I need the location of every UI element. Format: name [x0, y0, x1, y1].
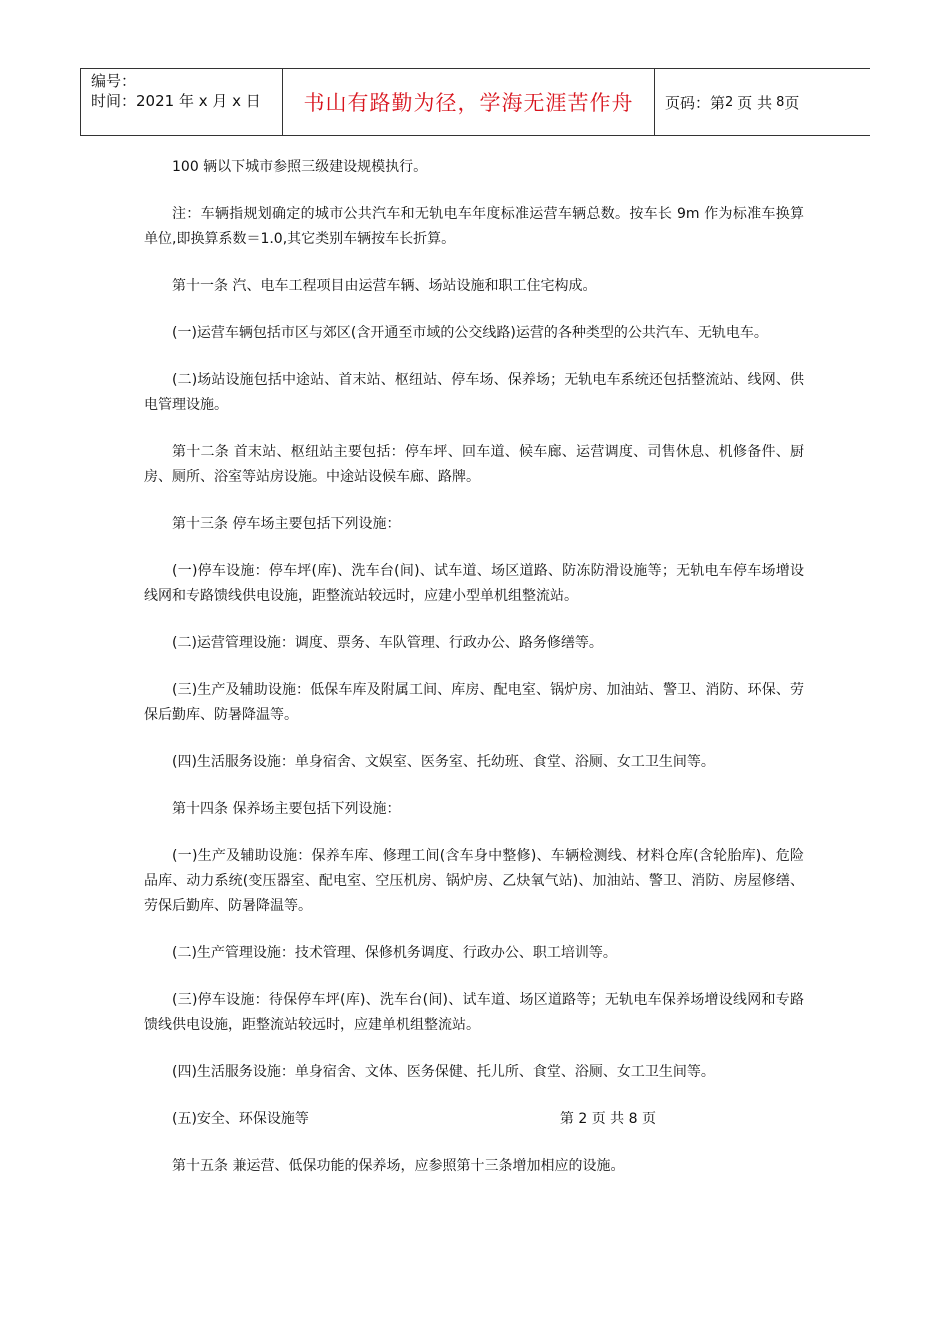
document-date-label: 时间：2021 年 x 月 x 日: [91, 92, 261, 110]
document-header: [80, 68, 870, 136]
document-body: [144, 155, 804, 1201]
paragraph: 第十四条 保养场主要包括下列设施：: [172, 801, 401, 817]
header-meta-cell: [81, 69, 283, 135]
page-prefix: 页码：第: [665, 93, 726, 112]
paragraph: 第十五条 兼运营、低保功能的保养场，应参照第十三条增加相应的设施。: [172, 1158, 625, 1174]
page-suffix: 页: [784, 93, 800, 112]
page-current: 2: [725, 94, 734, 110]
page-mid: 页 共: [737, 93, 773, 112]
paragraph: (二)生产管理设施：技术管理、保修机务调度、行政办公、职工培训等。: [172, 945, 617, 961]
paragraph: 第十二条 首末站、枢纽站主要包括：停车坪、回车道、候车廊、运营调度、司售休息、机修备件、厨房、厕所、浴室等站房设施。中途站设候车廊、路牌。: [144, 444, 804, 485]
paragraph: (三)生产及辅助设施：低保车库及附属工间、库房、配电室、锅炉房、加油站、警卫、消防、环保、劳保后勤库、防暑降温等。: [144, 682, 804, 723]
header-page-number: [655, 69, 870, 135]
paragraph: 第十三条 停车场主要包括下列设施：: [172, 516, 401, 532]
paragraph: (一)停车设施：停车坪(库)、洗车台(间)、试车道、场区道路、防冻防滑设施等；无轨电车停车场增设线网和专路馈线供电设施，距整流站较远时，应建小型单机组整流站。: [144, 563, 804, 604]
paragraph: 注：车辆指规划确定的城市公共汽车和无轨电车年度标准运营车辆总数。按车长 9m 作为标准车换算单位,即换算系数＝1.0,其它类别车辆按车长折算。: [144, 206, 804, 247]
paragraph: (一)生产及辅助设施：保养车库、修理工间(含车身中整修)、车辆检测线、材料仓库(含轮胎库)、危险品库、动力系统(变压器室、配电室、空压机房、锅炉房、乙炔氧气站)、加油站、警卫、消防、房屋修缮、劳保后勤库、防暑降温等。: [144, 848, 804, 914]
paragraph: (四)生活服务设施：单身宿舍、文体、医务保健、托儿所、食堂、浴厕、女工卫生间等。: [172, 1064, 715, 1080]
paragraph-with-page-footer: [144, 1107, 804, 1132]
document-number-label: 编号：: [91, 72, 137, 90]
paragraph: (二)运营管理设施：调度、票务、车队管理、行政办公、路务修缮等。: [172, 635, 603, 651]
header-motto: 书山有路勤为径，学海无涯苦作舟: [283, 69, 655, 135]
paragraph: (二)场站设施包括中途站、首末站、枢纽站、停车场、保养场；无轨电车系统还包括整流站、线网、供电管理设施。: [144, 372, 804, 413]
paragraph: 100 辆以下城市参照三级建设规模执行。: [172, 159, 428, 175]
page-total: 8: [776, 94, 785, 110]
paragraph: (三)停车设施：待保停车坪(库)、洗车台(间)、试车道、场区道路等；无轨电车保养场增设线网和专路馈线供电设施，距整流站较远时，应建单机组整流站。: [144, 992, 804, 1033]
paragraph: (四)生活服务设施：单身宿舍、文娱室、医务室、托幼班、食堂、浴厕、女工卫生间等。: [172, 754, 715, 770]
paragraph: (一)运营车辆包括市区与郊区(含开通至市域的公交线路)运营的各种类型的公共汽车、无轨电车。: [172, 325, 768, 341]
paragraph: (五)安全、环保设施等: [172, 1111, 309, 1127]
page-footer: 第 2 页 共 8 页: [559, 1111, 656, 1127]
paragraph: 第十一条 汽、电车工程项目由运营车辆、场站设施和职工住宅构成。: [172, 278, 597, 294]
